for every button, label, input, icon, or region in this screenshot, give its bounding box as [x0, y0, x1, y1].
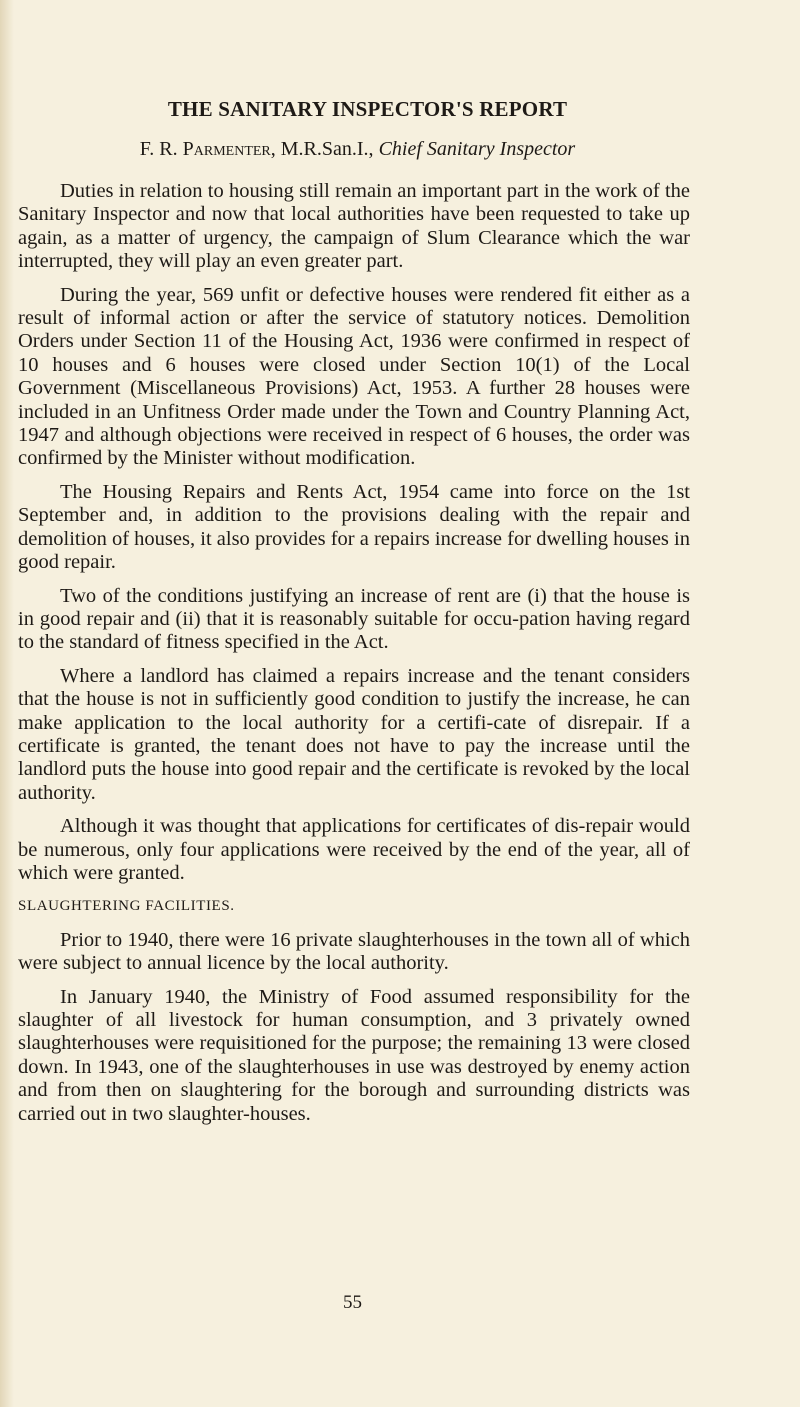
- paragraph: Although it was thought that applications for certificates of dis-repair would be numerous, only four applications were received by the end of the year, all of which were granted.: [18, 815, 690, 884]
- paragraph: Two of the conditions justifying an increase of rent are (i) that the house is in good repair and (ii) that it is reasonably suitable for occu-pation having regard to the standard of fitness specified in the Act.: [18, 584, 690, 654]
- paragraph: The Housing Repairs and Rents Act, 1954 came into force on the 1st September and, in addition to the provisions dealing with the repair and demolition of houses, it also provides for a repairs increase for dwelling houses in good repair.: [18, 480, 690, 574]
- paragraph: During the year, 569 unfit or defective houses were rendered fit either as a result of informal action or after the service of statutory notices. Demolition Orders under Section 11 of the Housing Act, 1936 were confirmed in respect of 10 houses and 6 houses were closed under Section 10(1) of the Local Government (Miscellaneous Provisions) Act, 1953. A further 28 houses were included in an Unfitness Order made under the Town and Country Planning Act, 1947 and although objections were received in respect of 6 houses, the order was confirmed by the Minister without modification.: [18, 283, 690, 470]
- author-role: Chief Sanitary Inspector: [378, 138, 576, 160]
- paragraph: Prior to 1940, there were 16 private slaughterhouses in the town all of which were subject to annual licence by the local authority.: [18, 928, 690, 975]
- author-qualification: M.R.San.I.,: [280, 138, 374, 160]
- paragraph: Duties in relation to housing still remain an important part in the work of the Sanitary Inspector and now that local authorities have been requested to take up again, as a matter of urgency, the campaign of Slum Clearance which the war interrupted, they will play an even greater part.: [18, 180, 690, 273]
- paragraph: In January 1940, the Ministry of Food assumed responsibility for the slaughter of all livestock for human consumption, and 3 privately owned slaughterhouses were requisitioned for the purpose; the remaining 13 were closed down. In 1943, one of the slaughterhouses in use was destroyed by enemy action and from then on slaughtering for the borough and surrounding districts was carried out in two slaughter-houses.: [18, 985, 690, 1125]
- page-number: 55: [343, 1292, 362, 1313]
- section-heading: SLAUGHTERING FACILITIES.: [18, 898, 235, 915]
- author-line: [0, 138, 715, 161]
- author-name: F. R. Parmenter,: [139, 138, 276, 160]
- report-title: THE SANITARY INSPECTOR'S REPORT: [167, 97, 568, 121]
- paragraph: Where a landlord has claimed a repairs increase and the tenant considers that the house is not in sufficiently good condition to justify the increase, he can make application to the local authority for a certifi-cate of disrepair. If a certificate is granted, the tenant does not have to pay the increase until the landlord puts the house into good repair and the certificate is revoked by the local authority.: [18, 664, 690, 804]
- report-body: [18, 180, 690, 1136]
- page-edge-shadow: [0, 0, 14, 1407]
